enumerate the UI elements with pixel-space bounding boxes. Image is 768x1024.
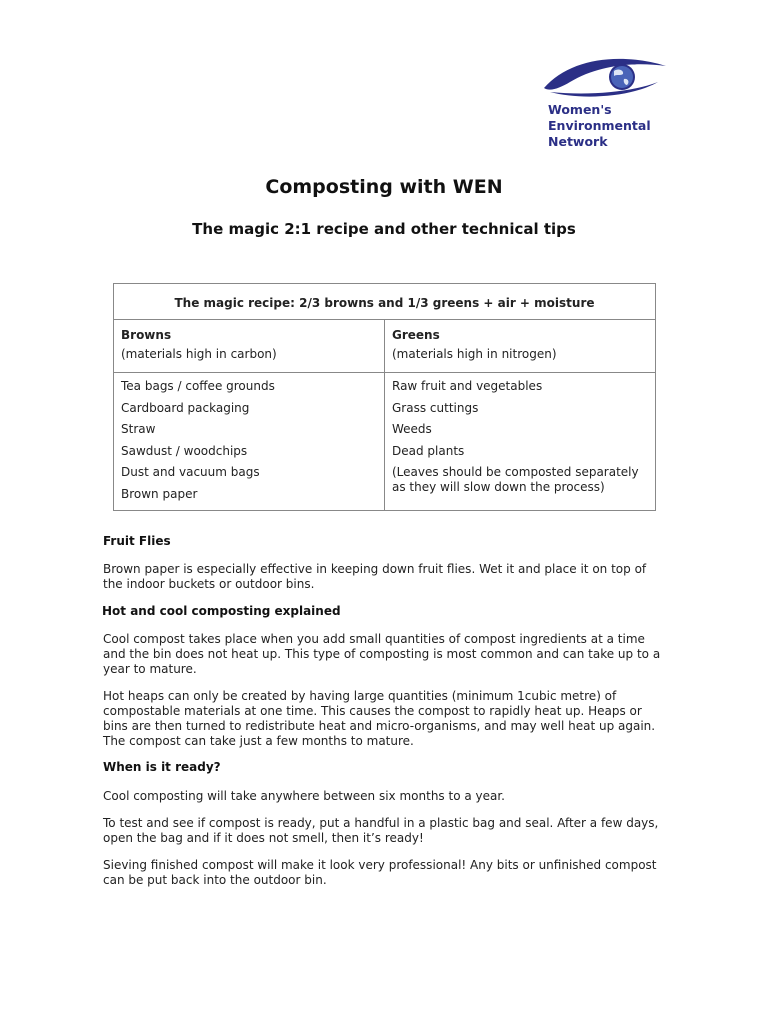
logo-text (548, 102, 651, 150)
section-heading-when-ready: When is it ready? (103, 760, 221, 774)
logo-line: Women's (548, 102, 612, 117)
list-item: Brown paper (121, 486, 198, 501)
list-item: Cardboard packaging (121, 400, 250, 415)
list-item: (Leaves should be composted separately as they will slow down the process) (392, 465, 639, 495)
browns-items-cell (114, 373, 385, 511)
ready-paragraph-3: Sieving finished compost will make it look very professional! Any bits or unfinished compost can be put back into the outdoor bin. (103, 858, 657, 887)
ready-paragraph-1: Cool composting will take anywhere between six months to a year. (103, 789, 505, 803)
recipe-table (113, 283, 656, 511)
list-item: Grass cuttings (392, 400, 479, 415)
ready-paragraph-2: To test and see if compost is ready, put a handful in a plastic bag and seal. After a few days, open the bag and if it does not smell, then it’s ready! (103, 816, 659, 845)
recipe-table-heading (114, 284, 656, 320)
list-item: Sawdust / woodchips (121, 443, 248, 458)
eye-globe-logo-icon (540, 52, 670, 104)
hot-cool-paragraph-1: Cool compost takes place when you add small quantities of compost ingredients at a time and the bin does not heat up. This type of composting is most common and can take up to a year to mature. (103, 632, 661, 676)
fruit-flies-paragraph: Brown paper is especially effective in keeping down fruit flies. Wet it and place it on top of the indoor buckets or outdoor bins. (103, 562, 647, 591)
greens-note: (materials high in nitrogen) (392, 347, 557, 361)
browns-note: (materials high in carbon) (121, 347, 277, 361)
list-item: Tea bags / coffee grounds (121, 379, 275, 393)
section-heading-fruit-flies: Fruit Flies (103, 534, 171, 548)
list-item: Raw fruit and vegetables (392, 379, 543, 393)
hot-cool-paragraph-2: Hot heaps can only be created by having large quantities (minimum 1cubic metre) of compostable materials at one time. This causes the compost to rapidly heat up. Heaps or bins are then turned to redistribute heat and micro-organisms, and may well heat up again. The compost can take just a few months to mature. (103, 689, 656, 748)
wen-logo (540, 52, 720, 162)
list-item: Weeds (392, 422, 432, 437)
page-subtitle: The magic 2:1 recipe and other technical tips (192, 220, 576, 238)
greens-items-cell (385, 373, 656, 511)
section-heading-hot-cool: Hot and cool composting explained (102, 604, 341, 618)
list-item: Dead plants (392, 443, 465, 458)
browns-title: Browns (121, 328, 172, 342)
greens-header-cell (385, 320, 656, 373)
list-item: Dust and vacuum bags (121, 465, 260, 480)
greens-title: Greens (392, 328, 440, 342)
logo-line: Network (548, 134, 608, 149)
recipe-heading-text: The magic recipe: 2/3 browns and 1/3 greens + air + moisture (174, 295, 595, 310)
logo-line: Environmental (548, 118, 651, 133)
list-item: Straw (121, 422, 156, 437)
browns-header-cell (114, 320, 385, 373)
page-title: Composting with WEN (265, 176, 503, 198)
